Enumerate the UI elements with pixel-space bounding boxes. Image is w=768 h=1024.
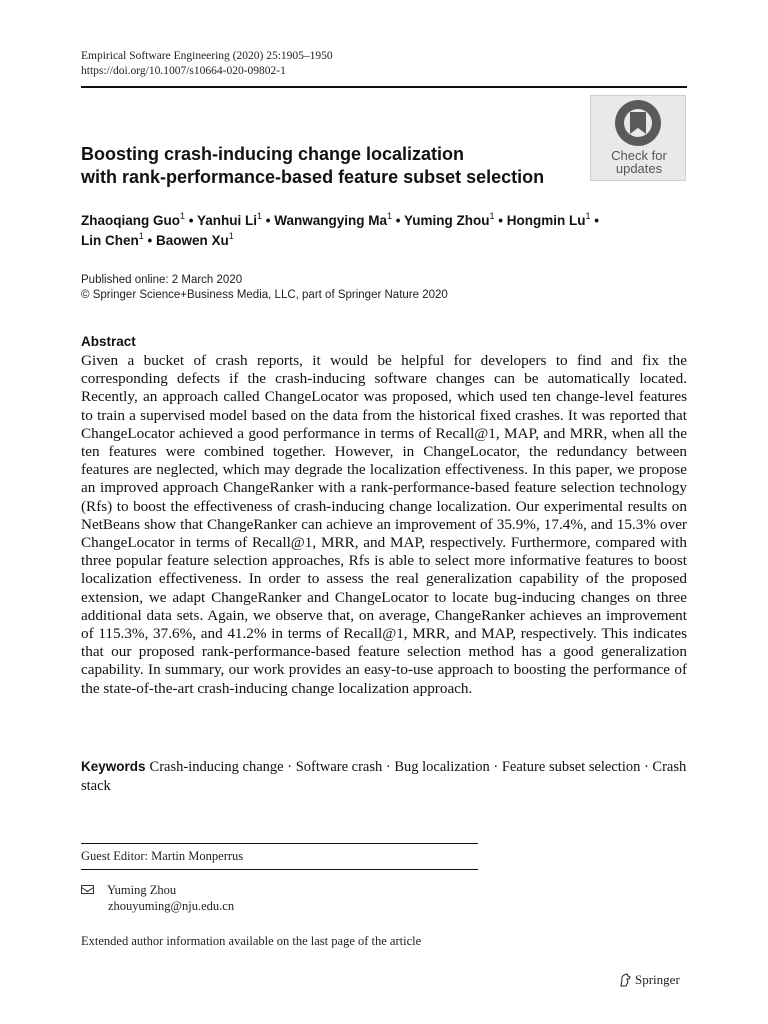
author-name[interactable]: Hongmin Lu — [506, 213, 586, 228]
author-name[interactable]: Yuming Zhou — [404, 213, 490, 228]
affiliation-mark: 1 — [489, 211, 495, 221]
abstract-text: Given a bucket of crash reports, it would be helpful for developers to find and fix the corresponding defects if the crash-inducing software changes can be automatically located. Recently, an approach called ChangeLocator was proposed, which used ten change-level features to train a supervised model based on the data from the historical fixed crashes. It was reported that ChangeLocator achieved a good performance in terms of Recall@1, MAP, and MRR, when all the ten features were combined together. However, in ChangeLocator, the redundancy between features are neglected, which may degrade the localization effectiveness. In this paper, we propose an improved approach ChangeRanker with a rank-performance-based feature selection technology (Rfs) to boost the effectiveness of crash-inducing change localization. Our experimental results on NetBeans show that ChangeRanker can achieve an improvement of 35.9%, 17.4%, and 15.3% over ChangeLocator in terms of Recall@1, MRR, and MAP, respectively. Furthermore, compared with three popular feature selection approaches, Rfs is able to select more informative features to boost localization effectiveness. In order to assess the real generalization capability of the proposed extension, we adapt ChangeRanker and ChangeLocator to locate bug-inducing changes on three additional data sets. Again, we observe that, on average, ChangeRanker achieves an improvement of 115.3%, 37.6%, and 41.2% in terms of Recall@1, MRR, and MAP, respectively. This indicates that our proposed rank-performance-based feature selection method has a good generalization capability. In summary, our work provides an easy-to-use approach to boosting the performance of the state-of-the-art crash-inducing change localization approach. — [81, 352, 687, 697]
title-line-2: with rank-performance-based feature subset selection — [81, 167, 545, 187]
copyright-text: Springer Science+Business Media, LLC, part of Springer Nature 2020 — [92, 289, 448, 301]
author-separator: • — [494, 213, 507, 228]
author-separator: • — [262, 213, 275, 228]
author-separator: • — [590, 213, 600, 228]
published-date: Published online: 2 March 2020 — [81, 274, 243, 286]
bookmark-icon — [615, 100, 661, 146]
paper-title — [81, 143, 581, 189]
author-name[interactable]: Wanwangying Ma — [274, 213, 388, 228]
guest-editor-note: Guest Editor: Martin Monperrus — [81, 849, 244, 863]
copyright-line — [81, 288, 448, 303]
publisher-logo — [619, 972, 680, 988]
affiliation-mark: 1 — [387, 211, 393, 221]
affiliation-mark: 1 — [138, 231, 144, 241]
journal-header — [81, 49, 333, 79]
publication-info — [81, 273, 448, 303]
copyright-icon: © — [81, 289, 90, 301]
corresponding-name: Yuming Zhou — [107, 883, 177, 897]
springer-horse-icon — [619, 973, 631, 987]
keywords-section — [81, 757, 687, 796]
author-name[interactable]: Yanhui Li — [197, 213, 258, 228]
doi-link[interactable]: https://doi.org/10.1007/s10664-020-09802-1 — [81, 65, 286, 77]
affiliation-mark: 1 — [585, 211, 591, 221]
author-separator: • — [143, 233, 156, 248]
journal-citation: Empirical Software Engineering (2020) 25:1905–1950 — [81, 50, 333, 62]
extended-author-info: Extended author information available on the last page of the article — [81, 934, 422, 948]
keywords-label: Keywords — [81, 759, 146, 774]
author-separator: • — [392, 213, 405, 228]
author-separator: • — [185, 213, 197, 228]
affiliation-mark: 1 — [228, 231, 234, 241]
footnote-rule-top — [81, 843, 478, 844]
check-for-updates-badge[interactable] — [590, 95, 686, 181]
author-name[interactable]: Baowen Xu — [156, 233, 229, 248]
author-list — [81, 211, 687, 251]
corresponding-email[interactable]: zhouyuming@nju.edu.cn — [108, 899, 235, 913]
header-rule — [81, 86, 687, 88]
publisher-name: Springer — [635, 972, 680, 987]
badge-line-1: Check for — [611, 148, 667, 163]
keywords-list: Crash-inducing change · Software crash · Bug localization · Feature subset selection · Crash stack — [81, 759, 687, 794]
footnote-rule-bottom — [81, 869, 478, 870]
author-name[interactable]: Lin Chen — [81, 233, 139, 248]
envelope-icon — [81, 885, 94, 894]
abstract-heading: Abstract — [81, 334, 136, 349]
title-line-1: Boosting crash-inducing change localization — [81, 144, 465, 164]
corresponding-author — [81, 882, 234, 914]
affiliation-mark: 1 — [257, 211, 263, 221]
badge-line-2: updates — [615, 161, 663, 176]
author-name[interactable]: Zhaoqiang Guo — [81, 213, 180, 228]
affiliation-mark: 1 — [180, 211, 186, 221]
